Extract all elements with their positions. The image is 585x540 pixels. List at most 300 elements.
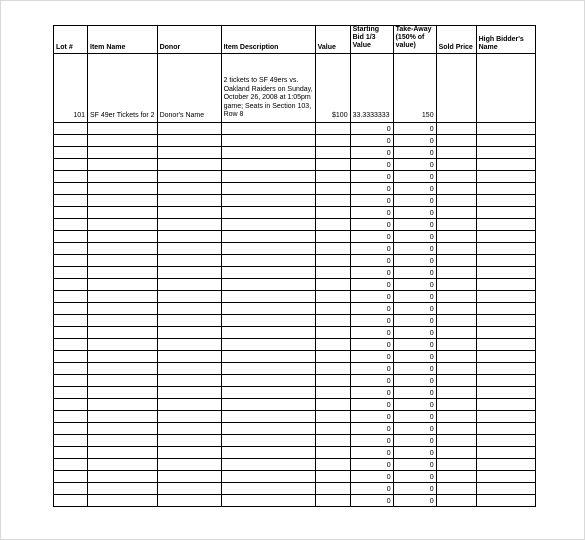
cell-sold-price[interactable] [436, 195, 476, 207]
cell-donor[interactable] [157, 231, 221, 243]
cell-high-bidder[interactable] [476, 387, 535, 399]
cell-item-name[interactable] [88, 267, 158, 279]
header-donor[interactable]: Donor [157, 26, 221, 54]
cell-starting-bid[interactable]: 0 [350, 291, 393, 303]
cell-item-description[interactable] [221, 483, 315, 495]
cell-lot[interactable] [54, 147, 88, 159]
cell-value[interactable] [315, 243, 350, 255]
cell-item-name[interactable] [88, 219, 158, 231]
cell-starting-bid[interactable]: 0 [350, 375, 393, 387]
cell-value[interactable] [315, 387, 350, 399]
cell-lot[interactable] [54, 207, 88, 219]
cell-item-description[interactable] [221, 159, 315, 171]
cell-item-name[interactable] [88, 471, 158, 483]
cell-item-description[interactable] [221, 207, 315, 219]
cell-value[interactable] [315, 123, 350, 135]
cell-take-away[interactable]: 0 [393, 423, 436, 435]
cell-sold-price[interactable] [436, 291, 476, 303]
cell-sold-price[interactable] [436, 351, 476, 363]
cell-value[interactable] [315, 351, 350, 363]
header-value[interactable]: Value [315, 26, 350, 54]
cell-take-away[interactable]: 0 [393, 195, 436, 207]
cell-item-name[interactable] [88, 171, 158, 183]
cell-item-description[interactable] [221, 375, 315, 387]
cell-high-bidder[interactable] [476, 219, 535, 231]
cell-item-name[interactable] [88, 243, 158, 255]
cell-high-bidder[interactable] [476, 135, 535, 147]
cell-value[interactable] [315, 267, 350, 279]
cell-donor[interactable] [157, 483, 221, 495]
cell-take-away[interactable]: 0 [393, 135, 436, 147]
header-starting-bid[interactable]: Starting Bid 1/3 Value [350, 26, 393, 54]
cell-value[interactable] [315, 303, 350, 315]
cell-high-bidder[interactable] [476, 303, 535, 315]
cell-donor[interactable] [157, 447, 221, 459]
cell-item-name[interactable] [88, 363, 158, 375]
cell-donor[interactable] [157, 303, 221, 315]
cell-high-bidder[interactable] [476, 54, 535, 123]
cell-take-away[interactable]: 0 [393, 267, 436, 279]
cell-value[interactable] [315, 411, 350, 423]
cell-item-description[interactable] [221, 255, 315, 267]
cell-item-name[interactable] [88, 327, 158, 339]
cell-donor[interactable] [157, 495, 221, 507]
cell-value[interactable] [315, 375, 350, 387]
cell-high-bidder[interactable] [476, 471, 535, 483]
cell-take-away[interactable]: 0 [393, 399, 436, 411]
cell-item-name[interactable] [88, 459, 158, 471]
cell-sold-price[interactable] [436, 495, 476, 507]
cell-take-away[interactable]: 0 [393, 435, 436, 447]
cell-lot[interactable] [54, 495, 88, 507]
cell-lot[interactable] [54, 387, 88, 399]
cell-sold-price[interactable] [436, 255, 476, 267]
cell-sold-price[interactable] [436, 54, 476, 123]
cell-take-away[interactable]: 0 [393, 291, 436, 303]
cell-value[interactable] [315, 447, 350, 459]
cell-take-away[interactable]: 0 [393, 339, 436, 351]
cell-sold-price[interactable] [436, 243, 476, 255]
cell-lot[interactable] [54, 267, 88, 279]
cell-value[interactable] [315, 471, 350, 483]
cell-take-away[interactable]: 0 [393, 363, 436, 375]
cell-item-name[interactable] [88, 123, 158, 135]
cell-donor[interactable] [157, 219, 221, 231]
cell-item-description[interactable] [221, 279, 315, 291]
cell-sold-price[interactable] [436, 207, 476, 219]
cell-starting-bid[interactable]: 0 [350, 387, 393, 399]
cell-sold-price[interactable] [436, 183, 476, 195]
cell-item-description[interactable] [221, 339, 315, 351]
cell-value[interactable] [315, 423, 350, 435]
cell-donor[interactable] [157, 327, 221, 339]
cell-sold-price[interactable] [436, 399, 476, 411]
cell-high-bidder[interactable] [476, 339, 535, 351]
cell-item-description[interactable] [221, 315, 315, 327]
cell-item-description[interactable] [221, 387, 315, 399]
cell-donor[interactable] [157, 435, 221, 447]
cell-take-away[interactable]: 0 [393, 219, 436, 231]
cell-lot[interactable] [54, 339, 88, 351]
cell-take-away[interactable]: 0 [393, 159, 436, 171]
cell-value[interactable] [315, 435, 350, 447]
cell-take-away[interactable]: 0 [393, 207, 436, 219]
cell-item-description[interactable] [221, 171, 315, 183]
cell-item-name[interactable] [88, 255, 158, 267]
cell-high-bidder[interactable] [476, 267, 535, 279]
cell-value[interactable] [315, 339, 350, 351]
cell-lot[interactable] [54, 159, 88, 171]
cell-lot[interactable] [54, 315, 88, 327]
cell-value[interactable] [315, 315, 350, 327]
cell-lot[interactable] [54, 255, 88, 267]
cell-sold-price[interactable] [436, 123, 476, 135]
cell-take-away[interactable]: 0 [393, 303, 436, 315]
cell-value[interactable] [315, 279, 350, 291]
cell-value[interactable] [315, 363, 350, 375]
cell-item-name[interactable] [88, 303, 158, 315]
cell-item-name[interactable] [88, 495, 158, 507]
cell-starting-bid[interactable]: 0 [350, 207, 393, 219]
cell-item-name[interactable] [88, 135, 158, 147]
cell-sold-price[interactable] [436, 171, 476, 183]
cell-lot[interactable] [54, 375, 88, 387]
header-item-name[interactable]: Item Name [88, 26, 158, 54]
cell-donor[interactable] [157, 387, 221, 399]
cell-high-bidder[interactable] [476, 231, 535, 243]
cell-starting-bid[interactable]: 0 [350, 159, 393, 171]
cell-donor[interactable] [157, 123, 221, 135]
cell-high-bidder[interactable] [476, 291, 535, 303]
cell-value[interactable] [315, 183, 350, 195]
cell-take-away[interactable]: 0 [393, 375, 436, 387]
cell-lot[interactable] [54, 291, 88, 303]
cell-take-away[interactable]: 0 [393, 495, 436, 507]
cell-value[interactable] [315, 327, 350, 339]
cell-item-name[interactable] [88, 147, 158, 159]
cell-value[interactable] [315, 171, 350, 183]
cell-sold-price[interactable] [436, 279, 476, 291]
cell-starting-bid[interactable]: 0 [350, 255, 393, 267]
cell-item-description[interactable] [221, 363, 315, 375]
cell-donor[interactable] [157, 363, 221, 375]
cell-high-bidder[interactable] [476, 447, 535, 459]
cell-donor[interactable] [157, 351, 221, 363]
cell-take-away[interactable]: 0 [393, 147, 436, 159]
cell-take-away[interactable]: 0 [393, 327, 436, 339]
cell-item-description[interactable] [221, 195, 315, 207]
cell-sold-price[interactable] [436, 303, 476, 315]
cell-high-bidder[interactable] [476, 171, 535, 183]
cell-donor[interactable] [157, 135, 221, 147]
cell-donor[interactable] [157, 339, 221, 351]
cell-item-name[interactable] [88, 159, 158, 171]
cell-item-name[interactable] [88, 375, 158, 387]
cell-lot[interactable] [54, 351, 88, 363]
cell-item-description[interactable] [221, 243, 315, 255]
cell-take-away[interactable]: 0 [393, 447, 436, 459]
cell-lot[interactable] [54, 399, 88, 411]
cell-high-bidder[interactable] [476, 411, 535, 423]
cell-sold-price[interactable] [436, 327, 476, 339]
cell-lot[interactable] [54, 123, 88, 135]
cell-high-bidder[interactable] [476, 351, 535, 363]
cell-lot[interactable] [54, 435, 88, 447]
cell-take-away[interactable]: 0 [393, 315, 436, 327]
cell-donor[interactable]: Donor's Name [157, 54, 221, 123]
cell-starting-bid[interactable]: 0 [350, 351, 393, 363]
cell-item-description[interactable] [221, 459, 315, 471]
cell-item-name[interactable]: SF 49er Tickets for 2 [88, 54, 158, 123]
cell-lot[interactable]: 101 [54, 54, 88, 123]
cell-starting-bid[interactable]: 0 [350, 303, 393, 315]
cell-lot[interactable] [54, 279, 88, 291]
cell-starting-bid[interactable]: 0 [350, 447, 393, 459]
cell-sold-price[interactable] [436, 375, 476, 387]
cell-take-away[interactable]: 0 [393, 171, 436, 183]
cell-item-description[interactable] [221, 231, 315, 243]
cell-value[interactable] [315, 207, 350, 219]
cell-donor[interactable] [157, 243, 221, 255]
cell-starting-bid[interactable]: 0 [350, 315, 393, 327]
cell-starting-bid[interactable]: 0 [350, 123, 393, 135]
cell-sold-price[interactable] [436, 411, 476, 423]
cell-lot[interactable] [54, 447, 88, 459]
cell-lot[interactable] [54, 423, 88, 435]
cell-take-away[interactable]: 0 [393, 483, 436, 495]
cell-lot[interactable] [54, 411, 88, 423]
cell-value[interactable] [315, 147, 350, 159]
cell-item-description[interactable] [221, 447, 315, 459]
cell-high-bidder[interactable] [476, 423, 535, 435]
cell-starting-bid[interactable]: 33.3333333 [350, 54, 393, 123]
cell-value[interactable] [315, 135, 350, 147]
cell-item-description[interactable] [221, 495, 315, 507]
cell-sold-price[interactable] [436, 459, 476, 471]
cell-take-away[interactable]: 0 [393, 255, 436, 267]
cell-value[interactable] [315, 459, 350, 471]
cell-sold-price[interactable] [436, 219, 476, 231]
cell-take-away[interactable]: 0 [393, 231, 436, 243]
cell-lot[interactable] [54, 231, 88, 243]
cell-high-bidder[interactable] [476, 327, 535, 339]
cell-take-away[interactable]: 0 [393, 279, 436, 291]
cell-high-bidder[interactable] [476, 399, 535, 411]
cell-high-bidder[interactable] [476, 159, 535, 171]
cell-donor[interactable] [157, 147, 221, 159]
cell-sold-price[interactable] [436, 447, 476, 459]
cell-lot[interactable] [54, 219, 88, 231]
cell-item-name[interactable] [88, 351, 158, 363]
cell-item-name[interactable] [88, 435, 158, 447]
cell-high-bidder[interactable] [476, 207, 535, 219]
cell-item-name[interactable] [88, 483, 158, 495]
cell-sold-price[interactable] [436, 267, 476, 279]
cell-item-description[interactable] [221, 435, 315, 447]
cell-take-away[interactable]: 0 [393, 471, 436, 483]
cell-starting-bid[interactable]: 0 [350, 411, 393, 423]
cell-take-away[interactable]: 0 [393, 183, 436, 195]
cell-starting-bid[interactable]: 0 [350, 279, 393, 291]
cell-starting-bid[interactable]: 0 [350, 267, 393, 279]
cell-item-name[interactable] [88, 231, 158, 243]
cell-lot[interactable] [54, 183, 88, 195]
cell-lot[interactable] [54, 303, 88, 315]
cell-high-bidder[interactable] [476, 279, 535, 291]
cell-item-description[interactable] [221, 135, 315, 147]
cell-high-bidder[interactable] [476, 243, 535, 255]
cell-item-description[interactable] [221, 411, 315, 423]
cell-lot[interactable] [54, 135, 88, 147]
cell-donor[interactable] [157, 279, 221, 291]
cell-take-away[interactable]: 150 [393, 54, 436, 123]
cell-sold-price[interactable] [436, 231, 476, 243]
cell-item-name[interactable] [88, 279, 158, 291]
cell-starting-bid[interactable]: 0 [350, 435, 393, 447]
cell-lot[interactable] [54, 471, 88, 483]
cell-take-away[interactable]: 0 [393, 243, 436, 255]
cell-item-description[interactable] [221, 267, 315, 279]
cell-donor[interactable] [157, 423, 221, 435]
cell-donor[interactable] [157, 195, 221, 207]
cell-sold-price[interactable] [436, 435, 476, 447]
header-high-bidder[interactable]: High Bidder's Name [476, 26, 535, 54]
cell-starting-bid[interactable]: 0 [350, 339, 393, 351]
cell-sold-price[interactable] [436, 159, 476, 171]
cell-value[interactable] [315, 231, 350, 243]
cell-item-description[interactable] [221, 327, 315, 339]
cell-item-name[interactable] [88, 207, 158, 219]
cell-donor[interactable] [157, 207, 221, 219]
cell-lot[interactable] [54, 327, 88, 339]
cell-starting-bid[interactable]: 0 [350, 135, 393, 147]
cell-donor[interactable] [157, 459, 221, 471]
cell-starting-bid[interactable]: 0 [350, 231, 393, 243]
cell-value[interactable] [315, 219, 350, 231]
cell-high-bidder[interactable] [476, 255, 535, 267]
cell-starting-bid[interactable]: 0 [350, 471, 393, 483]
cell-value[interactable] [315, 255, 350, 267]
cell-item-name[interactable] [88, 291, 158, 303]
cell-donor[interactable] [157, 183, 221, 195]
cell-sold-price[interactable] [436, 339, 476, 351]
header-item-description[interactable]: Item Description [221, 26, 315, 54]
cell-item-description[interactable] [221, 219, 315, 231]
cell-sold-price[interactable] [436, 387, 476, 399]
cell-value[interactable]: $100 [315, 54, 350, 123]
cell-starting-bid[interactable]: 0 [350, 399, 393, 411]
cell-donor[interactable] [157, 291, 221, 303]
cell-donor[interactable] [157, 471, 221, 483]
cell-starting-bid[interactable]: 0 [350, 147, 393, 159]
cell-starting-bid[interactable]: 0 [350, 423, 393, 435]
cell-donor[interactable] [157, 315, 221, 327]
cell-item-description[interactable] [221, 303, 315, 315]
cell-high-bidder[interactable] [476, 123, 535, 135]
cell-sold-price[interactable] [436, 315, 476, 327]
cell-take-away[interactable]: 0 [393, 351, 436, 363]
cell-starting-bid[interactable]: 0 [350, 171, 393, 183]
cell-high-bidder[interactable] [476, 147, 535, 159]
cell-item-name[interactable] [88, 387, 158, 399]
cell-donor[interactable] [157, 399, 221, 411]
cell-item-description[interactable] [221, 399, 315, 411]
cell-donor[interactable] [157, 375, 221, 387]
cell-high-bidder[interactable] [476, 375, 535, 387]
cell-starting-bid[interactable]: 0 [350, 219, 393, 231]
cell-lot[interactable] [54, 483, 88, 495]
cell-sold-price[interactable] [436, 483, 476, 495]
cell-sold-price[interactable] [436, 147, 476, 159]
cell-donor[interactable] [157, 255, 221, 267]
cell-value[interactable] [315, 399, 350, 411]
cell-item-name[interactable] [88, 447, 158, 459]
cell-item-name[interactable] [88, 195, 158, 207]
cell-lot[interactable] [54, 195, 88, 207]
cell-item-description[interactable]: 2 tickets to SF 49ers vs. Oakland Raiders on Sunday, October 26, 2008 at 1:05pm game; Seats in Section 103, Row 8 [221, 54, 315, 123]
cell-sold-price[interactable] [436, 363, 476, 375]
cell-take-away[interactable]: 0 [393, 123, 436, 135]
cell-donor[interactable] [157, 411, 221, 423]
cell-high-bidder[interactable] [476, 183, 535, 195]
cell-item-name[interactable] [88, 411, 158, 423]
cell-donor[interactable] [157, 159, 221, 171]
cell-starting-bid[interactable]: 0 [350, 195, 393, 207]
cell-high-bidder[interactable] [476, 459, 535, 471]
cell-item-description[interactable] [221, 147, 315, 159]
cell-high-bidder[interactable] [476, 435, 535, 447]
header-sold-price[interactable]: Sold Price [436, 26, 476, 54]
cell-item-description[interactable] [221, 471, 315, 483]
cell-item-description[interactable] [221, 123, 315, 135]
cell-high-bidder[interactable] [476, 363, 535, 375]
cell-donor[interactable] [157, 267, 221, 279]
cell-value[interactable] [315, 159, 350, 171]
cell-starting-bid[interactable]: 0 [350, 243, 393, 255]
cell-sold-price[interactable] [436, 135, 476, 147]
cell-starting-bid[interactable]: 0 [350, 495, 393, 507]
cell-item-description[interactable] [221, 351, 315, 363]
cell-item-description[interactable] [221, 423, 315, 435]
cell-high-bidder[interactable] [476, 483, 535, 495]
header-lot[interactable]: Lot # [54, 26, 88, 54]
cell-sold-price[interactable] [436, 423, 476, 435]
cell-item-description[interactable] [221, 291, 315, 303]
header-take-away[interactable]: Take-Away (150% of value) [393, 26, 436, 54]
cell-starting-bid[interactable]: 0 [350, 459, 393, 471]
cell-lot[interactable] [54, 243, 88, 255]
cell-value[interactable] [315, 495, 350, 507]
cell-high-bidder[interactable] [476, 195, 535, 207]
cell-starting-bid[interactable]: 0 [350, 483, 393, 495]
cell-item-name[interactable] [88, 183, 158, 195]
cell-starting-bid[interactable]: 0 [350, 363, 393, 375]
cell-lot[interactable] [54, 459, 88, 471]
cell-lot[interactable] [54, 363, 88, 375]
cell-lot[interactable] [54, 171, 88, 183]
cell-starting-bid[interactable]: 0 [350, 183, 393, 195]
cell-take-away[interactable]: 0 [393, 411, 436, 423]
cell-value[interactable] [315, 483, 350, 495]
cell-item-name[interactable] [88, 315, 158, 327]
cell-item-name[interactable] [88, 399, 158, 411]
cell-sold-price[interactable] [436, 471, 476, 483]
cell-take-away[interactable]: 0 [393, 459, 436, 471]
cell-take-away[interactable]: 0 [393, 387, 436, 399]
cell-value[interactable] [315, 195, 350, 207]
cell-high-bidder[interactable] [476, 495, 535, 507]
cell-item-name[interactable] [88, 339, 158, 351]
